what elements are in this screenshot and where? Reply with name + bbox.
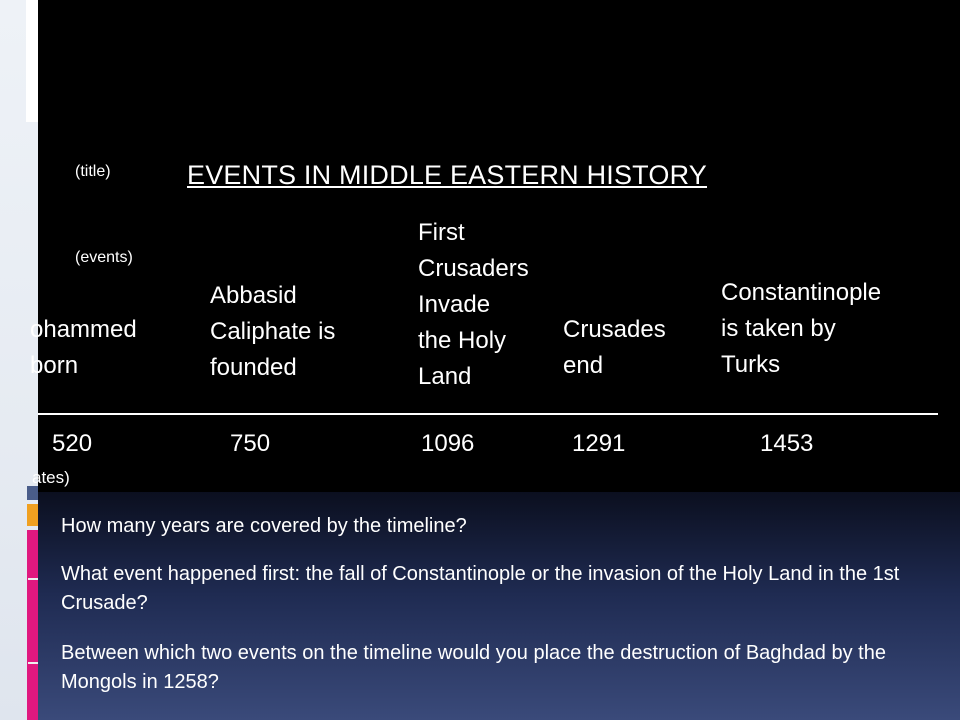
event-mohammed-born xyxy=(30,312,137,384)
timeline-rule xyxy=(38,413,938,415)
event-text: ohammed born xyxy=(30,316,137,379)
event-first-crusade xyxy=(418,215,529,395)
date-1291: 1291 xyxy=(572,430,626,457)
bullet-marker xyxy=(28,578,38,580)
white-corner-block xyxy=(26,0,38,122)
events-tag: (events) xyxy=(75,249,133,266)
question-2: What event happened first: the fall of Constantinople or the invasion of the Holy Land in the 1st Crusade? xyxy=(61,563,900,614)
timeline-title: EVENTS IN MIDDLE EASTERN HISTORY xyxy=(187,160,708,190)
title-tag: (title) xyxy=(75,163,111,180)
question-3: Between which two events on the timeline would you place the destruction of Baghdad by the Mongols in 1258? xyxy=(61,642,886,693)
date-520: 520 xyxy=(52,430,93,457)
question-1: How many years are covered by the timeline? xyxy=(61,515,467,537)
event-abbasid-caliphate xyxy=(210,278,335,386)
bullet-marker xyxy=(28,662,38,664)
date-1096: 1096 xyxy=(421,430,475,457)
pink-accent-bar xyxy=(27,530,38,720)
event-constantinople xyxy=(721,275,881,383)
dates-tag: ates) xyxy=(32,468,70,487)
orange-accent-bar xyxy=(27,504,38,526)
event-text: Constantinople is taken by Turks xyxy=(721,279,882,378)
event-text: Abbasid Caliphate is founded xyxy=(210,282,336,381)
date-750: 750 xyxy=(230,430,271,457)
blue-accent-bar xyxy=(27,486,38,500)
date-1453: 1453 xyxy=(760,430,814,457)
event-crusades-end xyxy=(563,312,666,384)
event-text: Crusades end xyxy=(563,316,666,379)
event-text: First Crusaders Invade the Holy Land xyxy=(418,219,529,390)
edge-shadow xyxy=(0,0,26,720)
